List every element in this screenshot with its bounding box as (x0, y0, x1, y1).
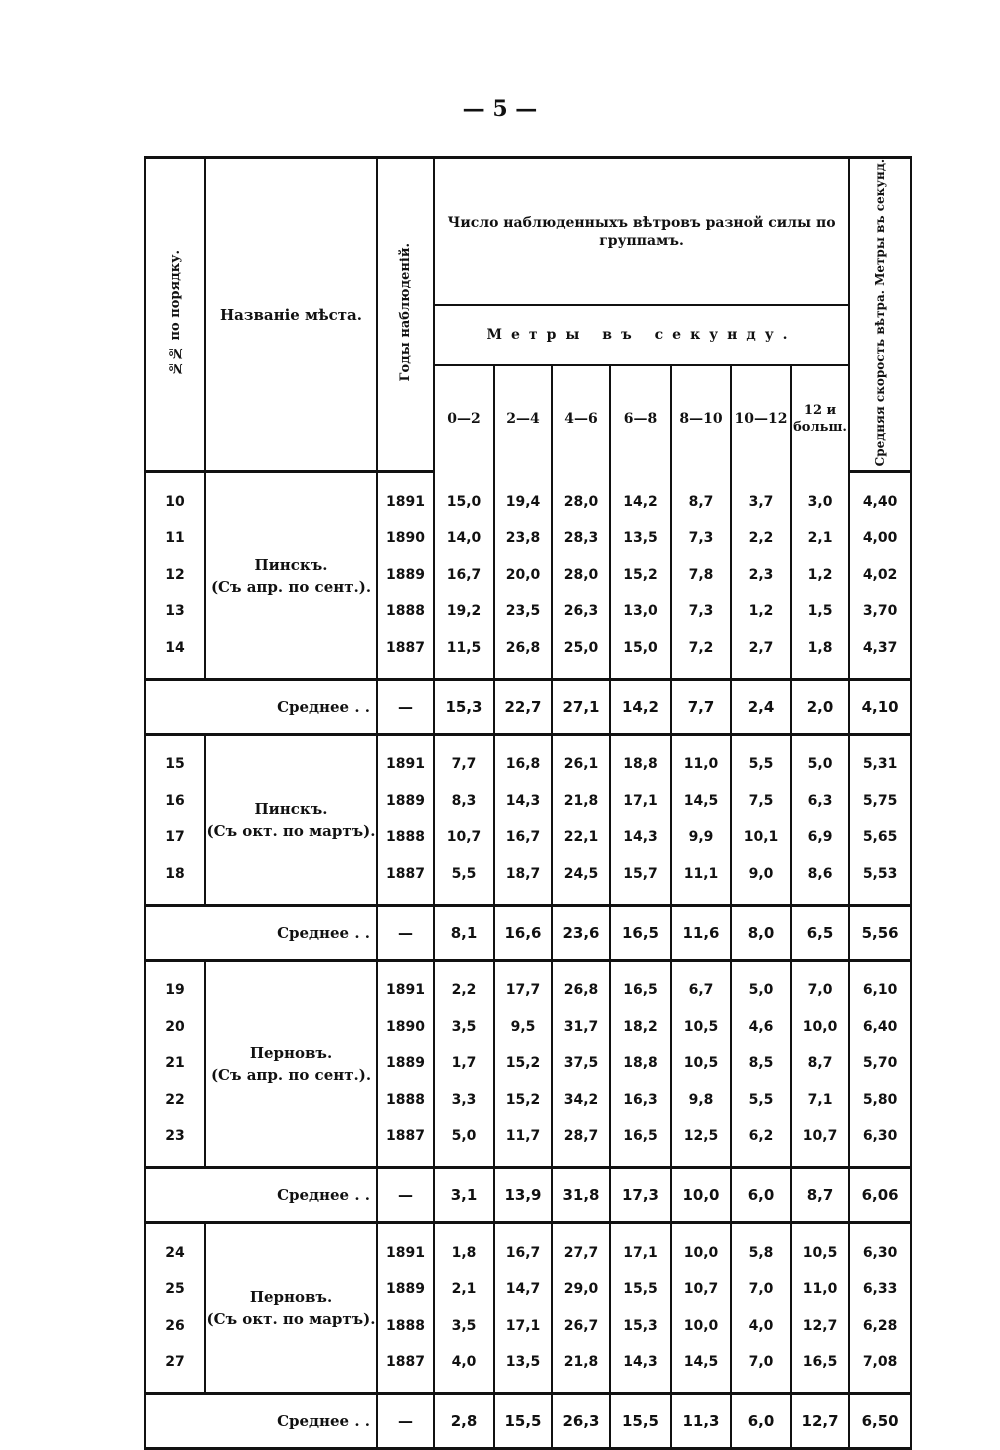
average-wind-count: 26,3 (552, 1394, 610, 1449)
average-year: — (377, 1394, 434, 1449)
row-number: 24 (145, 1234, 205, 1271)
header-group-2: 4—6 (552, 365, 610, 472)
wind-count: 7,8 (671, 556, 731, 593)
wind-count: 14,2 (610, 483, 671, 520)
row-number: 17 (145, 819, 205, 856)
average-wind-count: 27,1 (552, 679, 610, 734)
mean-speed: 5,75 (849, 782, 911, 819)
row-year: 1891 (377, 1234, 434, 1271)
town-name: Перновъ. (249, 1288, 333, 1307)
wind-count: 6,3 (791, 782, 849, 819)
wind-count: 10,7 (434, 819, 494, 856)
wind-count: 10,5 (791, 1234, 849, 1271)
place-name-cell (205, 472, 377, 680)
wind-count: 16,7 (494, 1234, 552, 1271)
wind-count: 28,0 (552, 556, 610, 593)
wind-count: 1,5 (791, 593, 849, 630)
mean-speed: 4,02 (849, 556, 911, 593)
mean-speed: 3,70 (849, 593, 911, 630)
average-row (145, 679, 911, 734)
row-number: 26 (145, 1307, 205, 1344)
wind-count: 16,5 (610, 972, 671, 1009)
wind-table (144, 156, 912, 1450)
average-speed: 6,06 (849, 1168, 911, 1223)
header-num: №№ по порядку. (145, 158, 205, 472)
average-wind-count: 16,5 (610, 905, 671, 960)
average-wind-count: 11,3 (671, 1394, 731, 1449)
mean-speed: 5,65 (849, 819, 911, 856)
wind-count: 6,9 (791, 819, 849, 856)
header-group-4: 8—10 (671, 365, 731, 472)
average-year: — (377, 905, 434, 960)
wind-count: 3,5 (434, 1008, 494, 1045)
average-wind-count: 2,0 (791, 679, 849, 734)
wind-count: 15,5 (610, 1271, 671, 1308)
row-year: 1888 (377, 1081, 434, 1118)
wind-count: 7,0 (731, 1344, 791, 1381)
row-number: 15 (145, 746, 205, 783)
row-year: 1890 (377, 1008, 434, 1045)
wind-count: 6,7 (671, 972, 731, 1009)
wind-count: 4,6 (731, 1008, 791, 1045)
mean-speed: 6,40 (849, 1008, 911, 1045)
row-year: 1891 (377, 746, 434, 783)
wind-count: 7,7 (434, 746, 494, 783)
wind-count: 16,3 (610, 1081, 671, 1118)
average-row (145, 905, 911, 960)
wind-count: 10,5 (671, 1008, 731, 1045)
average-wind-count: 8,7 (791, 1168, 849, 1223)
mean-speed: 6,30 (849, 1118, 911, 1155)
wind-count: 5,5 (731, 1081, 791, 1118)
average-wind-count: 15,5 (610, 1394, 671, 1449)
wind-count: 8,3 (434, 782, 494, 819)
wind-count: 12,7 (791, 1307, 849, 1344)
wind-count: 7,0 (731, 1271, 791, 1308)
wind-count: 26,3 (552, 593, 610, 630)
row-year: 1889 (377, 1271, 434, 1308)
mean-speed: 6,28 (849, 1307, 911, 1344)
row-number: 27 (145, 1344, 205, 1381)
wind-count: 4,0 (434, 1344, 494, 1381)
average-wind-count: 15,3 (434, 679, 494, 734)
average-wind-count: 16,6 (494, 905, 552, 960)
wind-count: 9,8 (671, 1081, 731, 1118)
season-period: (Съ апр. по сент.). (210, 1066, 372, 1085)
average-wind-count: 2,4 (731, 679, 791, 734)
row-year: 1888 (377, 593, 434, 630)
wind-count: 9,9 (671, 819, 731, 856)
row-number: 18 (145, 855, 205, 892)
wind-count: 37,5 (552, 1045, 610, 1082)
average-wind-count: 6,5 (791, 905, 849, 960)
row-year: 1889 (377, 1045, 434, 1082)
wind-count: 5,0 (434, 1118, 494, 1155)
wind-count: 28,7 (552, 1118, 610, 1155)
wind-count: 19,4 (494, 483, 552, 520)
row-year: 1888 (377, 1307, 434, 1344)
row-number: 23 (145, 1118, 205, 1155)
header-group-6: 12 и больш. (791, 365, 849, 472)
mean-speed: 6,30 (849, 1234, 911, 1271)
mean-speed: 4,40 (849, 483, 911, 520)
row-year: 1887 (377, 1118, 434, 1155)
average-wind-count: 22,7 (494, 679, 552, 734)
row-year: 1889 (377, 782, 434, 819)
wind-count: 20,0 (494, 556, 552, 593)
season-period: (Съ окт. по мартъ). (206, 1310, 376, 1329)
average-wind-count: 3,1 (434, 1168, 494, 1223)
wind-count: 5,5 (731, 746, 791, 783)
average-wind-count: 7,7 (671, 679, 731, 734)
wind-count: 12,5 (671, 1118, 731, 1155)
header-place: Названіе мѣста. (205, 158, 377, 472)
wind-count: 1,8 (434, 1234, 494, 1271)
row-year: 1887 (377, 1344, 434, 1381)
wind-count: 1,7 (434, 1045, 494, 1082)
wind-count: 15,2 (610, 556, 671, 593)
header-group-5: 10—12 (731, 365, 791, 472)
wind-count: 16,7 (434, 556, 494, 593)
average-wind-count: 12,7 (791, 1394, 849, 1449)
average-wind-count: 8,1 (434, 905, 494, 960)
wind-count: 28,3 (552, 520, 610, 557)
wind-count: 10,1 (731, 819, 791, 856)
wind-count: 14,3 (494, 782, 552, 819)
mean-speed: 5,80 (849, 1081, 911, 1118)
wind-count: 8,7 (671, 483, 731, 520)
wind-count: 16,7 (494, 819, 552, 856)
row-number: 14 (145, 629, 205, 666)
wind-count: 7,3 (671, 520, 731, 557)
wind-count: 3,7 (731, 483, 791, 520)
wind-count: 2,1 (791, 520, 849, 557)
wind-count: 14,0 (434, 520, 494, 557)
row-number: 13 (145, 593, 205, 630)
season-period: (Съ апр. по сент.). (210, 577, 372, 596)
average-wind-count: 6,0 (731, 1394, 791, 1449)
wind-count: 28,0 (552, 483, 610, 520)
row-year: 1890 (377, 520, 434, 557)
wind-count: 6,2 (731, 1118, 791, 1155)
season-period: (Съ окт. по мартъ). (206, 821, 376, 840)
average-wind-count: 31,8 (552, 1168, 610, 1223)
wind-count: 1,2 (731, 593, 791, 630)
wind-count: 19,2 (434, 593, 494, 630)
wind-count: 18,2 (610, 1008, 671, 1045)
wind-count: 29,0 (552, 1271, 610, 1308)
wind-count: 23,5 (494, 593, 552, 630)
average-wind-count: 2,8 (434, 1394, 494, 1449)
average-speed: 6,50 (849, 1394, 911, 1449)
mean-speed: 6,10 (849, 972, 911, 1009)
average-label: Среднее . . (145, 679, 377, 734)
place-name-cell (205, 734, 377, 905)
average-row (145, 1394, 911, 1449)
wind-count: 16,5 (791, 1344, 849, 1381)
table-body (145, 472, 911, 1449)
wind-count: 3,3 (434, 1081, 494, 1118)
wind-count: 8,7 (791, 1045, 849, 1082)
row-year: 1888 (377, 819, 434, 856)
wind-count: 5,5 (434, 855, 494, 892)
wind-count: 8,5 (731, 1045, 791, 1082)
average-wind-count: 10,0 (671, 1168, 731, 1223)
wind-count: 10,0 (791, 1008, 849, 1045)
wind-count: 11,0 (671, 746, 731, 783)
wind-count: 5,0 (731, 972, 791, 1009)
header-group-1: 2—4 (494, 365, 552, 472)
mean-speed: 5,70 (849, 1045, 911, 1082)
wind-count: 17,1 (610, 1234, 671, 1271)
town-name: Пинскъ. (254, 799, 328, 818)
wind-count: 10,5 (671, 1045, 731, 1082)
wind-count: 14,7 (494, 1271, 552, 1308)
average-year: — (377, 679, 434, 734)
wind-count: 15,2 (494, 1045, 552, 1082)
wind-count: 7,1 (791, 1081, 849, 1118)
row-number: 10 (145, 483, 205, 520)
wind-count: 26,1 (552, 746, 610, 783)
wind-count: 21,8 (552, 1344, 610, 1381)
wind-count: 9,0 (731, 855, 791, 892)
average-row (145, 1168, 911, 1223)
place-name-cell (205, 960, 377, 1168)
mean-speed: 4,37 (849, 629, 911, 666)
wind-count: 21,8 (552, 782, 610, 819)
average-wind-count: 6,0 (731, 1168, 791, 1223)
wind-count: 22,1 (552, 819, 610, 856)
wind-count: 2,1 (434, 1271, 494, 1308)
average-wind-count: 15,5 (494, 1394, 552, 1449)
header-group-3: 6—8 (610, 365, 671, 472)
average-wind-count: 14,2 (610, 679, 671, 734)
wind-count: 18,7 (494, 855, 552, 892)
average-label: Среднее . . (145, 1168, 377, 1223)
average-speed: 5,56 (849, 905, 911, 960)
average-wind-count: 8,0 (731, 905, 791, 960)
place-name-cell (205, 1223, 377, 1394)
mean-speed: 4,00 (849, 520, 911, 557)
wind-count: 27,7 (552, 1234, 610, 1271)
row-number: 11 (145, 520, 205, 557)
average-label: Среднее . . (145, 1394, 377, 1449)
row-number: 21 (145, 1045, 205, 1082)
wind-count: 1,2 (791, 556, 849, 593)
wind-count: 26,8 (494, 629, 552, 666)
row-number: 20 (145, 1008, 205, 1045)
header-winds-title: Число наблюденныхъ вѣтровъ разной силы по группамъ. (434, 158, 849, 306)
wind-count: 2,2 (731, 520, 791, 557)
row-year: 1889 (377, 556, 434, 593)
average-wind-count: 23,6 (552, 905, 610, 960)
wind-count: 13,5 (610, 520, 671, 557)
row-year: 1891 (377, 483, 434, 520)
header-years: Годы наблюденій. (377, 158, 434, 472)
wind-count: 13,5 (494, 1344, 552, 1381)
wind-count: 11,1 (671, 855, 731, 892)
wind-count: 3,0 (791, 483, 849, 520)
wind-count: 10,0 (671, 1307, 731, 1344)
wind-count: 14,5 (671, 1344, 731, 1381)
wind-count: 17,1 (610, 782, 671, 819)
wind-count: 10,7 (791, 1118, 849, 1155)
wind-count: 17,1 (494, 1307, 552, 1344)
row-year: 1887 (377, 855, 434, 892)
wind-count: 15,0 (434, 483, 494, 520)
wind-count: 13,0 (610, 593, 671, 630)
average-label: Среднее . . (145, 905, 377, 960)
header-group-0: 0—2 (434, 365, 494, 472)
wind-count: 8,6 (791, 855, 849, 892)
mean-speed: 7,08 (849, 1344, 911, 1381)
wind-count: 17,7 (494, 972, 552, 1009)
wind-count: 5,8 (731, 1234, 791, 1271)
table-header (145, 158, 911, 472)
wind-count: 16,5 (610, 1118, 671, 1155)
wind-count: 23,8 (494, 520, 552, 557)
row-number: 16 (145, 782, 205, 819)
wind-count: 2,3 (731, 556, 791, 593)
mean-speed: 5,53 (849, 855, 911, 892)
average-wind-count: 13,9 (494, 1168, 552, 1223)
wind-count: 14,5 (671, 782, 731, 819)
wind-count: 4,0 (731, 1307, 791, 1344)
average-speed: 4,10 (849, 679, 911, 734)
wind-count: 11,5 (434, 629, 494, 666)
average-wind-count: 11,6 (671, 905, 731, 960)
header-units: Метры въ секунду. (434, 305, 849, 364)
wind-count: 18,8 (610, 1045, 671, 1082)
wind-count: 7,2 (671, 629, 731, 666)
wind-count: 7,0 (791, 972, 849, 1009)
row-number: 12 (145, 556, 205, 593)
wind-count: 16,8 (494, 746, 552, 783)
wind-count: 10,0 (671, 1234, 731, 1271)
wind-count: 15,7 (610, 855, 671, 892)
wind-count: 14,3 (610, 819, 671, 856)
average-year: — (377, 1168, 434, 1223)
header-speed: Средняя скорость вѣтра. Метры въ секунд. (849, 158, 911, 472)
row-number: 22 (145, 1081, 205, 1118)
wind-count: 26,8 (552, 972, 610, 1009)
row-year: 1887 (377, 629, 434, 666)
wind-count: 34,2 (552, 1081, 610, 1118)
wind-count: 25,0 (552, 629, 610, 666)
town-name: Перновъ. (249, 1044, 333, 1063)
wind-count: 2,7 (731, 629, 791, 666)
wind-count: 15,3 (610, 1307, 671, 1344)
average-wind-count: 17,3 (610, 1168, 671, 1223)
wind-count: 7,5 (731, 782, 791, 819)
wind-count: 18,8 (610, 746, 671, 783)
wind-count: 15,0 (610, 629, 671, 666)
wind-count: 2,2 (434, 972, 494, 1009)
wind-count: 7,3 (671, 593, 731, 630)
row-year: 1891 (377, 972, 434, 1009)
wind-count: 26,7 (552, 1307, 610, 1344)
wind-count: 24,5 (552, 855, 610, 892)
wind-count: 14,3 (610, 1344, 671, 1381)
mean-speed: 6,33 (849, 1271, 911, 1308)
wind-count: 10,7 (671, 1271, 731, 1308)
mean-speed: 5,31 (849, 746, 911, 783)
wind-count: 5,0 (791, 746, 849, 783)
page-number: — 5 — (462, 96, 538, 122)
wind-count: 31,7 (552, 1008, 610, 1045)
wind-count: 11,0 (791, 1271, 849, 1308)
row-number: 25 (145, 1271, 205, 1308)
wind-count: 9,5 (494, 1008, 552, 1045)
wind-count: 11,7 (494, 1118, 552, 1155)
row-number: 19 (145, 972, 205, 1009)
wind-count: 15,2 (494, 1081, 552, 1118)
wind-count: 3,5 (434, 1307, 494, 1344)
town-name: Пинскъ. (254, 555, 328, 574)
wind-count: 1,8 (791, 629, 849, 666)
